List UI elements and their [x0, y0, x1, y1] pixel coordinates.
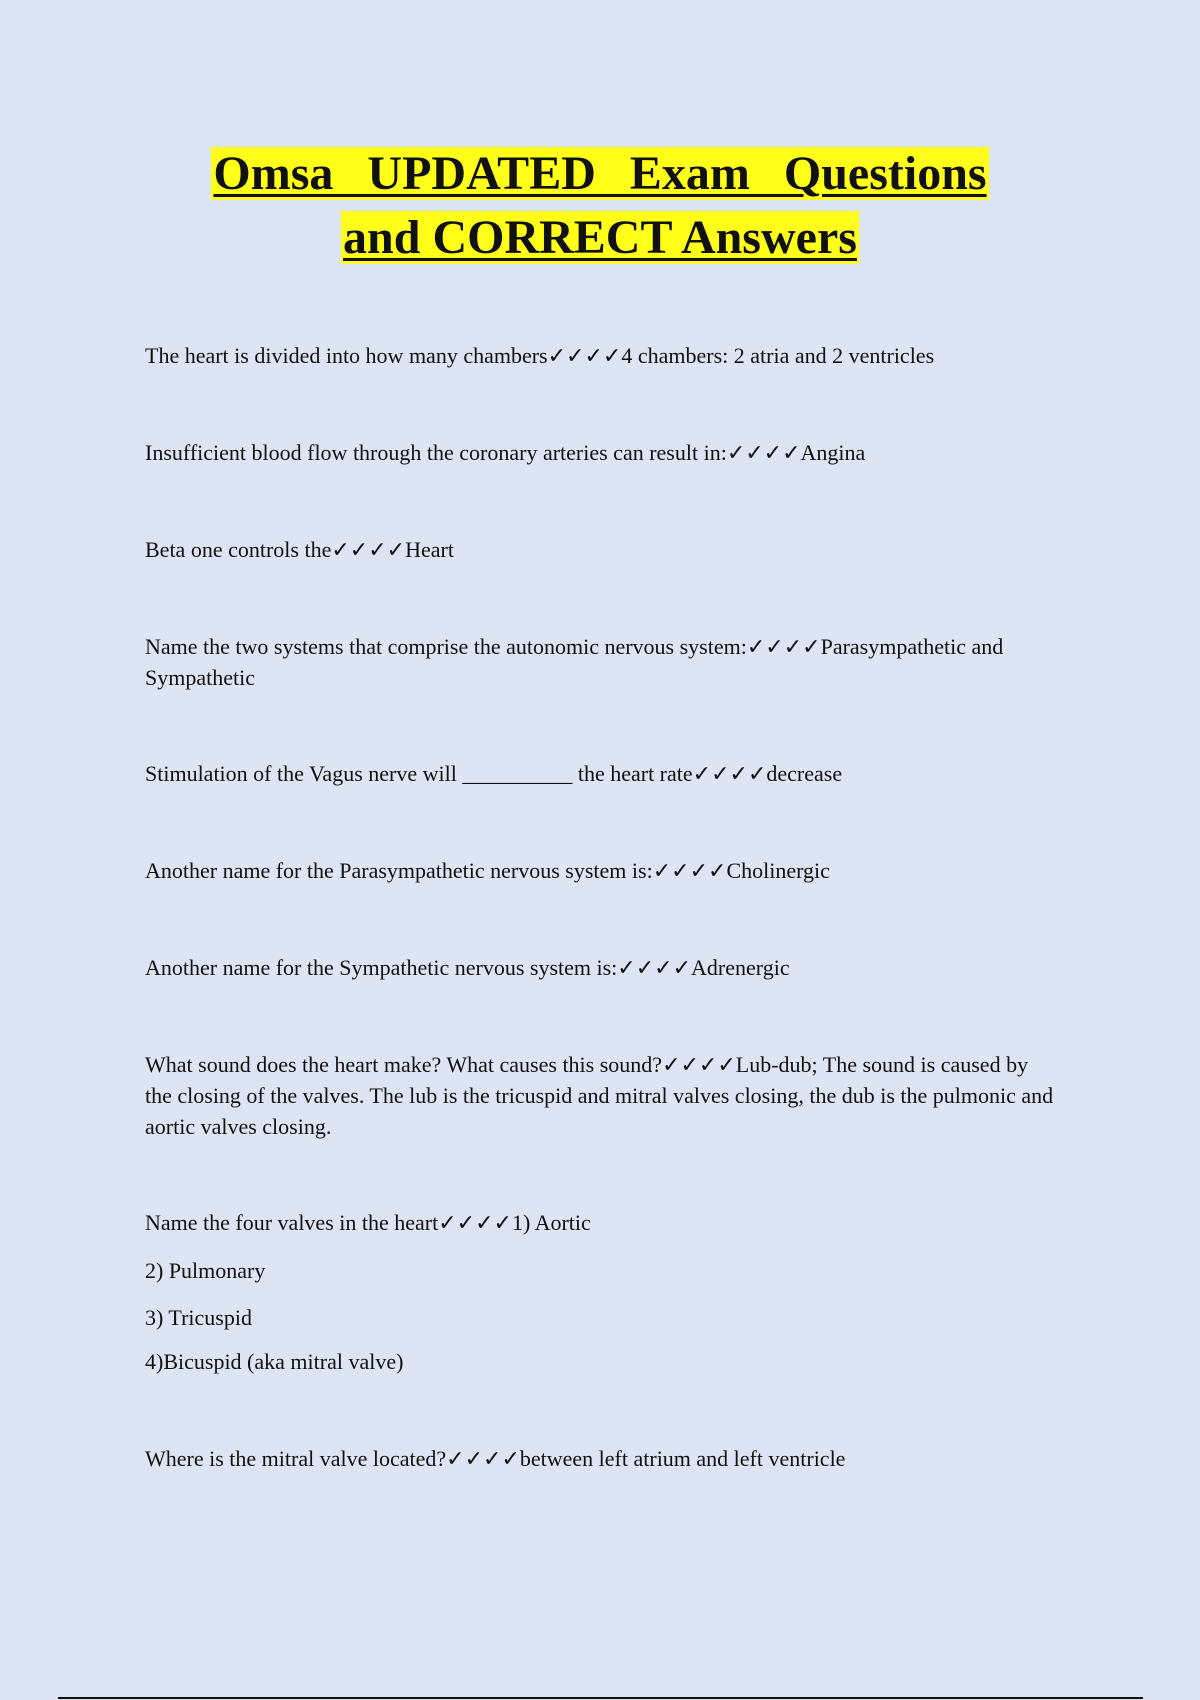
answer-text: 4 chambers: 2 atria and 2 ventricles: [621, 343, 935, 368]
title-line-2: and CORRECT Answers: [343, 211, 857, 264]
question-text: The heart is divided into how many chambers: [145, 343, 548, 368]
answer-text: Parasympathetic and Sympathetic: [145, 634, 1004, 690]
question-text: What sound does the heart make? What causes this sound?: [145, 1052, 663, 1077]
qa-item: [145, 534, 1055, 565]
qa-item: [145, 952, 1055, 983]
answer-text: Heart: [405, 537, 454, 562]
question-text: Where is the mitral valve located?: [145, 1446, 447, 1471]
footer-divider: [58, 1697, 1143, 1699]
check-marks: ✓✓✓✓: [662, 1052, 736, 1077]
check-marks: ✓✓✓✓: [726, 440, 801, 465]
title-line-1: Omsa UPDATED Exam Questions: [213, 147, 987, 200]
valve-list-item: 4)Bicuspid (aka mitral valve): [145, 1349, 404, 1374]
question-text: Another name for the Sympathetic nervous system is:: [145, 955, 618, 980]
qa-item: [145, 1443, 1055, 1474]
answer-text: 1) Aortic: [511, 1210, 591, 1235]
qa-item: [145, 758, 1055, 789]
check-marks: ✓✓✓✓: [692, 761, 767, 786]
check-marks: ✓✓✓✓: [746, 634, 821, 659]
valve-list-item: 3) Tricuspid: [145, 1305, 252, 1330]
answer-text: Cholinergic: [726, 858, 830, 883]
question-text: Another name for the Parasympathetic nervous system is:: [145, 858, 653, 883]
question-text: Name the four valves in the heart: [145, 1210, 439, 1235]
qa-item: [145, 1049, 1055, 1142]
answer-text: Lub-dub; The sound is caused by the closing of the valves. The lub is the tricuspid and mitral valves closing, the dub is the pulmonic and aortic valves closing.: [145, 1052, 1054, 1139]
document-title: [178, 142, 1022, 270]
qa-item: [145, 631, 1055, 693]
qa-item: [145, 855, 1055, 886]
answer-text: Angina: [800, 440, 866, 465]
question-text: Beta one controls the: [145, 537, 332, 562]
question-text: Stimulation of the Vagus nerve will __________ the heart rate: [145, 761, 693, 786]
valve-list-item: 2) Pulmonary: [145, 1258, 266, 1283]
qa-item: [145, 1207, 1055, 1238]
question-text: Name the two systems that comprise the autonomic nervous system:: [145, 634, 747, 659]
check-marks: ✓✓✓✓: [617, 955, 692, 980]
qa-item: [145, 437, 1055, 468]
check-marks: ✓✓✓✓: [438, 1210, 512, 1235]
qa-item: [145, 340, 1055, 371]
answer-text: between left atrium and left ventricle: [519, 1446, 846, 1471]
check-marks: ✓✓✓✓: [547, 343, 622, 368]
check-marks: ✓✓✓✓: [331, 537, 406, 562]
answer-text: decrease: [766, 761, 843, 786]
check-marks: ✓✓✓✓: [652, 858, 727, 883]
question-text: Insufficient blood flow through the coronary arteries can result in:: [145, 440, 727, 465]
check-marks: ✓✓✓✓: [446, 1446, 520, 1471]
answer-text: Adrenergic: [691, 955, 790, 980]
